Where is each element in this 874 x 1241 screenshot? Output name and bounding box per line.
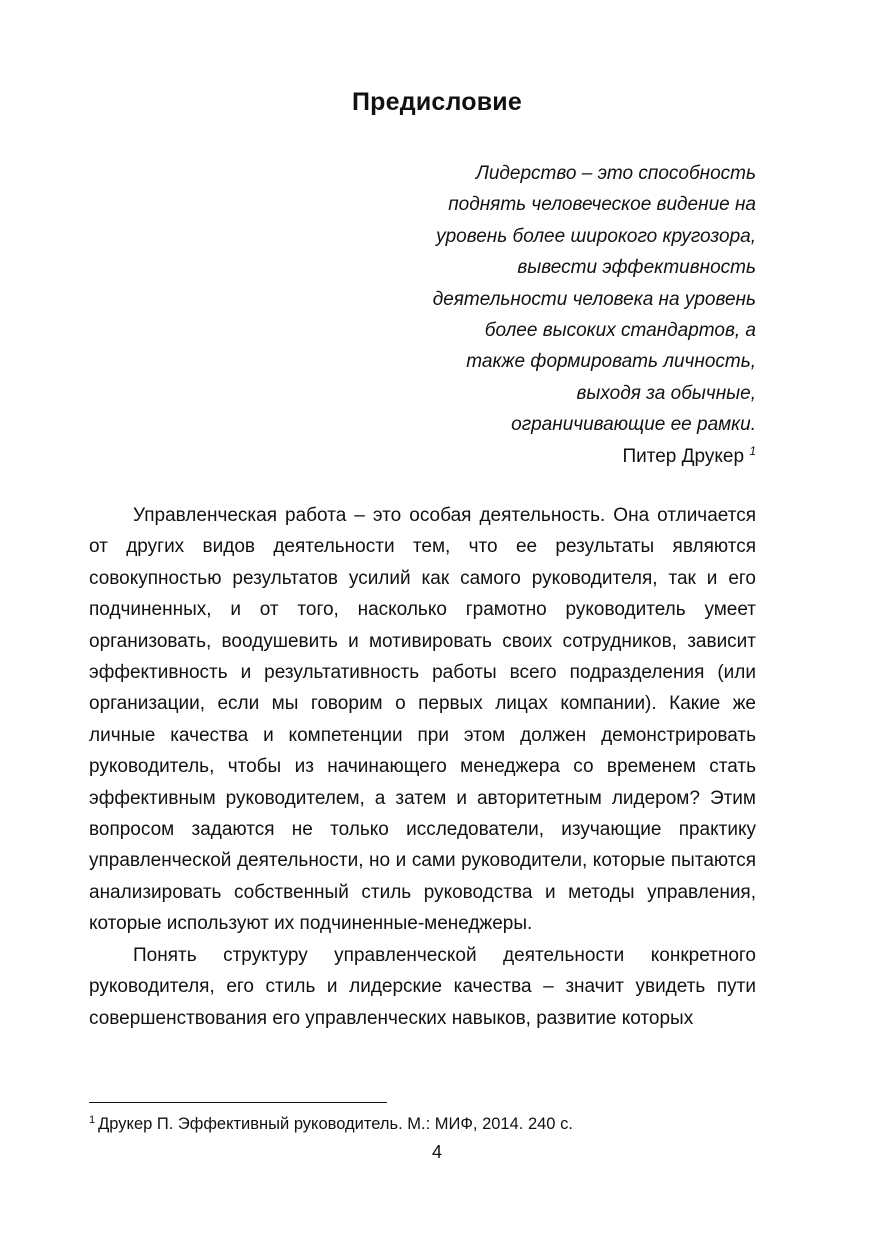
epigraph-line: более высоких стандартов, а — [484, 320, 756, 342]
footnote-divider — [89, 1102, 387, 1103]
footnote — [89, 1113, 769, 1135]
epigraph-author-name: Питер Друкер — [622, 445, 745, 467]
epigraph-line: уровень более широкого кругозора, — [436, 225, 756, 247]
body-paragraph: Понять структуру управленческой деятельности конкретного руководителя, его стиль и лидерские качества – значит увидеть пути совершенствования его управленческих навыков, развитие которых — [89, 944, 756, 1029]
epigraph — [380, 158, 756, 472]
epigraph-line: Лидерство – это способность — [475, 163, 756, 184]
epigraph-line: ограничивающие ее рамки. — [511, 414, 756, 436]
epigraph-line: выходя за обычные, — [576, 382, 756, 404]
epigraph-line: деятельности человека на уровень — [432, 288, 756, 310]
epigraph-line: также формировать личность, — [466, 351, 756, 373]
body-paragraph: Управленческая работа – это особая деятельность. Она отличается от других видов деятельности тем, что ее результаты являются совокупностью результатов усилий как самого руководителя, так и его подчиненных, и от того, насколько грамотно руководитель умеет организовать, воодушевить и мотивировать своих сотрудников, зависит эффективность и результативность работы всего подразделения (или организации, если мы говорим о первых лицах компании). Какие же личные качества и компетенции при этом должен демонстрировать руководитель, чтобы из начинающего менеджера со временем стать эффективным руководителем, а затем и авторитетным лидером? Этим вопросом задаются не только исследователи, изучающие практику управленческой деятельности, но и сами руководители, которые пытаются анализировать собственный стиль руководства и методы управления, которые используют их подчиненные-менеджеры. — [89, 505, 756, 935]
body-text — [89, 500, 756, 1034]
epigraph-line: вывести эффективность — [517, 257, 756, 279]
epigraph-author — [380, 441, 756, 472]
footnote-mark: 1 — [89, 1114, 96, 1126]
epigraph-footnote-mark: 1 — [749, 443, 756, 458]
epigraph-line: поднять человеческое видение на — [448, 194, 756, 216]
page-title: Предисловие — [352, 88, 522, 116]
page-number: 4 — [431, 1142, 442, 1162]
footnote-text: Друкер П. Эффективный руководитель. М.: МИФ, 2014. 240 с. — [98, 1115, 573, 1133]
